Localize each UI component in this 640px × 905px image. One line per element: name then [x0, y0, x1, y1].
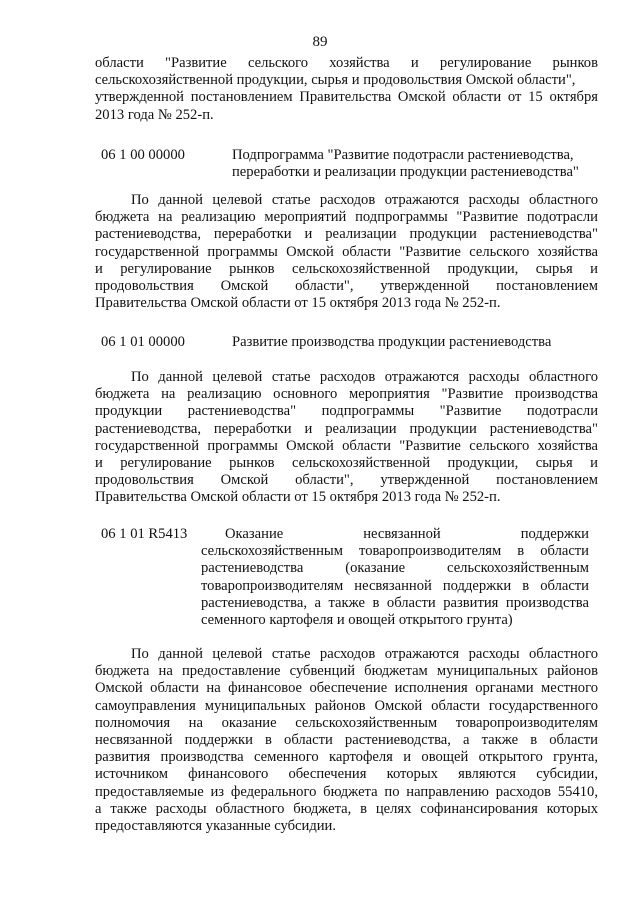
section-title: [201, 526, 589, 629]
paragraph-line: самоуправления муниципальных районов Омской области государственного: [95, 697, 598, 714]
paragraph-line: несвязанной поддержки в области растениеводства, а также в области: [95, 732, 598, 749]
section-code: 06 1 00 00000: [101, 147, 185, 163]
section-title: [232, 147, 598, 181]
paragraph-line: растениеводства, переработки и реализации продукции растениеводства": [95, 420, 598, 437]
paragraph-line: развития производства семенного картофеля и овощей открытого грунта,: [95, 749, 598, 766]
title-line: Подпрограмма "Развитие подотрасли растениеводства,: [232, 147, 574, 163]
title-line: Оказание несвязанной поддержки: [225, 526, 589, 542]
title-line: сельскохозяйственным товаропроизводителям в области: [201, 543, 589, 560]
intro-paragraph: [95, 55, 598, 124]
paragraph-line: По данной целевой статье расходов отражаются расходы областного: [131, 369, 598, 385]
paragraph-line: По данной целевой статье расходов отражаются расходы областного: [131, 192, 598, 208]
paragraph-line: продукции растениеводства" подпрограммы "Развитие подотрасли: [95, 403, 598, 420]
paragraph-line: Омской области на финансовое обеспечение исполнения органами местного: [95, 680, 598, 697]
section-body: [95, 646, 598, 835]
paragraph-line: а также расходы областного бюджета, в целях софинансирования которых: [95, 800, 598, 817]
paragraph-line: продовольствия Омской области", утвержденной постановлением: [95, 472, 598, 489]
paragraph-line: и регулирование рынков сельскохозяйственной продукции, сырья и: [95, 455, 598, 472]
paragraph-line: утвержденной постановлением Правительства Омской области от 15 октября: [95, 89, 598, 106]
paragraph-line: государственной программы Омской области "Развитие сельского хозяйства: [95, 243, 598, 260]
paragraph-line: растениеводства, переработки и реализации продукции растениеводства": [95, 226, 598, 243]
paragraph-line: продовольствия Омской области", утвержденной постановлением: [95, 278, 598, 295]
paragraph-line: Правительства Омской области от 15 октября 2013 года № 252-п.: [95, 489, 501, 506]
paragraph-line: бюджета на реализацию мероприятий подпрограммы "Развитие подотрасли: [95, 209, 598, 226]
paragraph-line: бюджета на реализацию основного мероприятия "Развитие производства: [95, 386, 598, 403]
section-body: [95, 369, 598, 507]
title-line: растениеводства, а также в области развития производства: [201, 594, 589, 611]
paragraph-line: предоставляются указанные субсидии.: [95, 818, 337, 835]
title-line: товаропроизводителям несвязанной поддержки в области: [201, 577, 589, 594]
paragraph-line: 2013 года № 252-п.: [95, 106, 214, 123]
title-line: растениеводства (оказание сельскохозяйственным: [201, 560, 589, 577]
paragraph-line: Правительства Омской области от 15 октября 2013 года № 252-п.: [95, 295, 501, 312]
paragraph-line: государственной программы Омской области "Развитие сельского хозяйства: [95, 437, 598, 454]
paragraph-line: и регулирование рынков сельскохозяйственной продукции, сырья и: [95, 260, 598, 277]
title-line: Развитие производства продукции растениеводства: [232, 334, 552, 350]
title-line: семенного картофеля и овощей открытого грунта): [201, 612, 513, 629]
page-number: 89: [312, 34, 328, 50]
title-line: переработки и реализации продукции растениеводства": [232, 164, 579, 181]
paragraph-line: области "Развитие сельского хозяйства и регулирование рынков: [95, 55, 598, 71]
paragraph-line: источником финансового обеспечения которых являются субсидии,: [95, 766, 598, 783]
paragraph-line: полномочия на оказание сельскохозяйственным товаропроизводителям: [95, 714, 598, 731]
paragraph-line: предоставляемые из федерального бюджета по направлению расходов 55410,: [95, 783, 598, 800]
section-body: [95, 192, 598, 312]
section-code: 06 1 01 00000: [101, 334, 185, 350]
section-code: 06 1 01 R5413: [101, 526, 188, 542]
paragraph-line: сельскохозяйственной продукции, сырья и продовольствия Омской области",: [95, 72, 576, 89]
paragraph-line: бюджета на предоставление субвенций бюджетам муниципальных районов: [95, 663, 598, 680]
paragraph-line: По данной целевой статье расходов отражаются расходы областного: [131, 646, 598, 662]
section-title: [232, 334, 598, 351]
